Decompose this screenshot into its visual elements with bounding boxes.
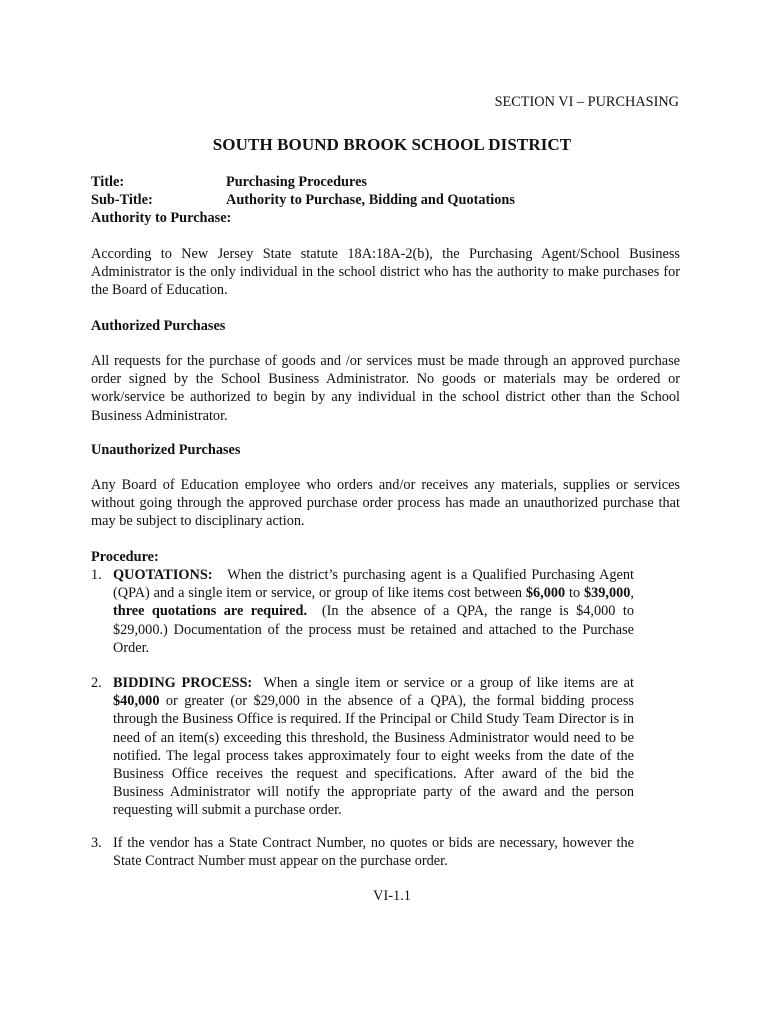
list-item-text: If the vendor has a State Contract Number, no quotes or bids are necessary, however the State Contract Number must appear on the purchase order. — [113, 835, 634, 870]
quotation-requirement: three quotations are required. — [113, 603, 308, 620]
section-header: SECTION VI – PURCHASING — [494, 94, 679, 110]
authorized-heading: Authorized Purchases — [91, 318, 226, 334]
list-number: 3. — [91, 835, 102, 851]
document-meta — [91, 173, 515, 228]
quotations-label: QUOTATIONS: — [113, 567, 213, 583]
authority-label: Authority to Purchase: — [91, 210, 232, 227]
authority-row — [91, 209, 515, 227]
procedure-heading: Procedure: — [91, 549, 159, 565]
title-row — [91, 173, 515, 191]
district-title: SOUTH BOUND BROOK SCHOOL DISTRICT — [212, 135, 572, 154]
authorized-paragraph: All requests for the purchase of goods and /or services must be made through an approved purchase order signed by the School Business Administrator. No goods or materials may be ordered or work/service be authorized to begin by any individual in the school district other than the School Business Administrator. — [91, 353, 680, 424]
list-number: 2. — [91, 675, 102, 691]
procedure-item-1 — [91, 566, 634, 657]
list-item-text: BIDDING PROCESS: When a single item or service or a group of like items are at $40,000 or greater (or $29,000 in the absence of a QPA), the formal bidding process through the Business Office is required. If the Principal or Child Study Team Director is in need of an item(s) exceeding this threshold, the Business Administrator would need to be notified. The legal process takes approximately four to eight weeks from the date of the Business Office receives the request and specifications. After award of the bid the Business Administrator will notify the appropriate party of the award and the person requesting will submit a purchase order. — [113, 675, 635, 819]
authority-paragraph: According to New Jersey State statute 18A:18A-2(b), the Purchasing Agent/School Business Administrator is the only individual in the school district who has the authority to make purchases for the Board of Education. — [91, 246, 680, 299]
page-number: VI-1.1 — [373, 888, 411, 904]
title-label: Title: — [91, 174, 125, 190]
procedure-item-3 — [91, 834, 634, 870]
bidding-label: BIDDING PROCESS: — [113, 675, 253, 691]
bid-threshold: $40,000 — [113, 693, 160, 710]
unauthorized-heading: Unauthorized Purchases — [91, 442, 241, 458]
amount-low: $6,000 — [525, 585, 566, 602]
title-value: Purchasing Procedures — [226, 174, 367, 190]
amount-high: $39,000 — [583, 585, 631, 602]
procedure-item-2 — [91, 674, 634, 820]
list-number: 1. — [91, 567, 102, 583]
subtitle-label: Sub-Title: — [91, 192, 153, 209]
subtitle-row — [91, 191, 515, 209]
list-item-text: QUOTATIONS: When the district’s purchasing agent is a Qualified Purchasing Agent (QPA) and a single item or service, or group of like items cost between $6,000 to $39,000, three quotations are required. (In the absence of a QPA, the range is $4,000 to $29,000.) Documentation of the process must be retained and attached to the Purchase Order. — [113, 567, 634, 656]
unauthorized-paragraph: Any Board of Education employee who orders and/or receives any materials, supplies or services without going through the approved purchase order process has made an unauthorized purchase that may be subject to disciplinary action. — [91, 477, 680, 530]
subtitle-value: Authority to Purchase, Bidding and Quotations — [226, 192, 515, 209]
